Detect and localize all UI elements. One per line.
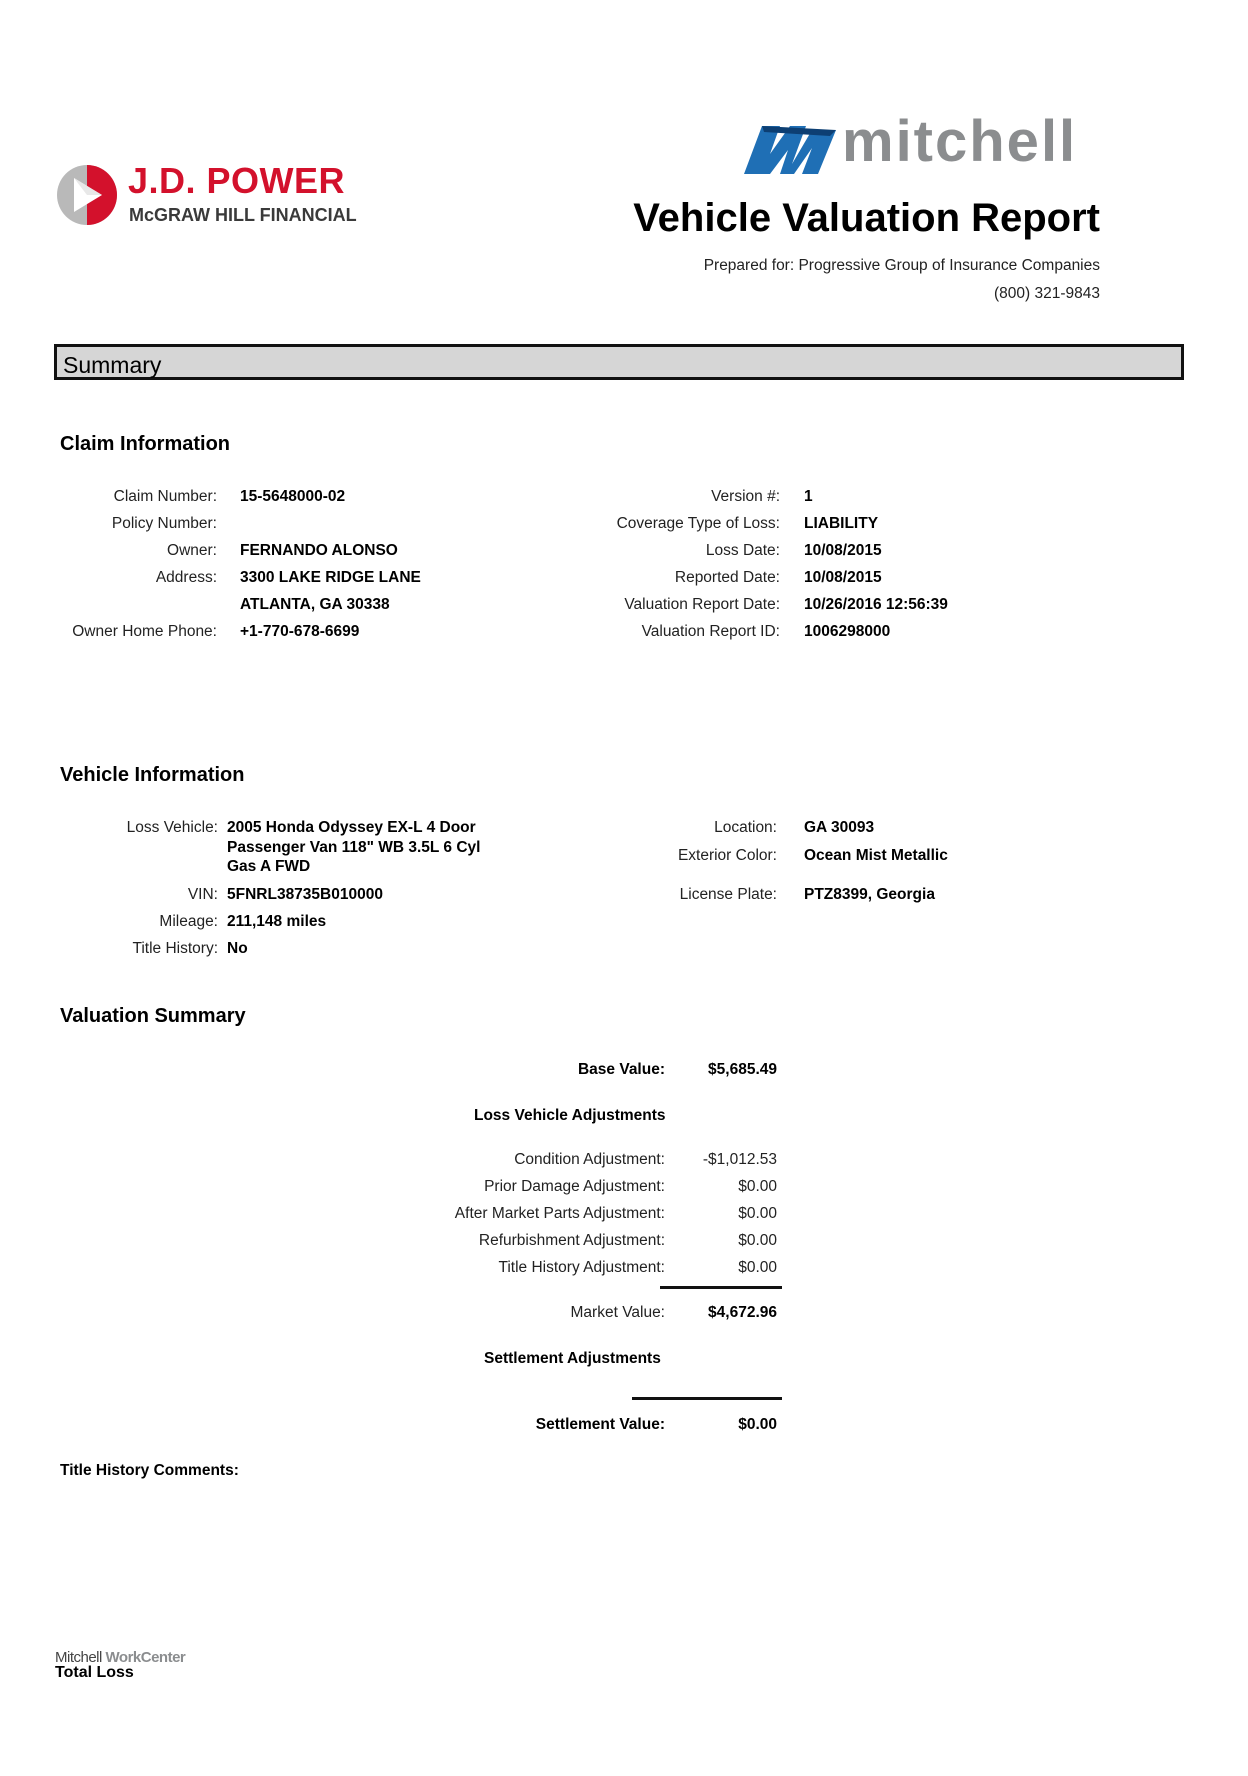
prepared-for-phone: (800) 321-9843 <box>994 285 1100 302</box>
owner-phone-label: Owner Home Phone: <box>72 623 217 640</box>
valuation-id-label: Valuation Report ID: <box>641 623 780 640</box>
jd-power-subtitle: McGRAW HILL FINANCIAL <box>129 205 357 225</box>
market-value-amount: $4,672.96 <box>708 1304 777 1321</box>
settlement-value-label: Settlement Value: <box>535 1416 665 1433</box>
valuation-id-value: 1006298000 <box>804 623 891 640</box>
claim-number-value: 15-5648000-02 <box>240 488 346 505</box>
location-value: GA 30093 <box>804 819 875 836</box>
base-value-amount: $5,685.49 <box>708 1061 777 1078</box>
title-history-adjustment-label: Title History Adjustment: <box>498 1259 665 1276</box>
version-label: Version #: <box>711 488 780 505</box>
vin-value: 5FNRL38735B010000 <box>227 886 383 903</box>
report-title: Vehicle Valuation Report <box>633 196 1100 240</box>
summary-title: Summary <box>63 352 162 378</box>
after-market-parts-adjustment-label: After Market Parts Adjustment: <box>454 1205 665 1222</box>
loss-vehicle-adjustments-heading: Loss Vehicle Adjustments <box>474 1107 666 1124</box>
loss-vehicle-line-2: Passenger Van 118" WB 3.5L 6 Cyl <box>227 839 481 856</box>
market-value-label: Market Value: <box>570 1304 665 1321</box>
footer-mitchell-text: Mitchell <box>55 1649 102 1666</box>
loss-date-value: 10/08/2015 <box>804 542 882 559</box>
location-label: Location: <box>714 819 777 836</box>
claim-number-label: Claim Number: <box>113 488 217 505</box>
mileage-value: 211,148 miles <box>227 913 327 930</box>
settlement-value-amount: $0.00 <box>738 1416 777 1433</box>
owner-value: FERNANDO ALONSO <box>240 542 398 559</box>
jd-power-play-icon <box>56 164 118 226</box>
mileage-label: Mileage: <box>159 913 218 930</box>
settlement-value-divider <box>632 1397 782 1400</box>
address-line-2: ATLANTA, GA 30338 <box>240 596 390 613</box>
address-label: Address: <box>155 569 217 586</box>
market-value-divider <box>660 1286 782 1289</box>
mitchell-name: mitchell <box>842 109 1078 174</box>
title-history-value: No <box>227 940 248 957</box>
claim-info-heading: Claim Information <box>60 433 231 455</box>
coverage-type-value: LIABILITY <box>804 515 879 532</box>
after-market-parts-adjustment-value: $0.00 <box>738 1205 777 1222</box>
exterior-color-value: Ocean Mist Metallic <box>804 847 948 864</box>
settlement-adjustments-heading: Settlement Adjustments <box>484 1350 661 1367</box>
valuation-date-value: 10/26/2016 12:56:39 <box>804 596 948 613</box>
license-plate-label: License Plate: <box>679 886 777 903</box>
mitchell-logo <box>740 109 1100 184</box>
condition-adjustment-label: Condition Adjustment: <box>514 1151 665 1168</box>
valuation-summary-heading: Valuation Summary <box>60 1005 246 1027</box>
exterior-color-label: Exterior Color: <box>677 847 777 864</box>
jd-power-logo <box>56 160 356 232</box>
footer-total-loss-text: Total Loss <box>55 1664 134 1681</box>
mitchell-m-icon <box>740 120 840 178</box>
version-value: 1 <box>804 488 813 505</box>
vehicle-info-heading: Vehicle Information <box>60 764 245 786</box>
loss-vehicle-line-1: 2005 Honda Odyssey EX-L 4 Door <box>227 819 476 836</box>
title-history-adjustment-value: $0.00 <box>738 1259 777 1276</box>
prior-damage-adjustment-label: Prior Damage Adjustment: <box>484 1178 665 1195</box>
prepared-for: Prepared for: Progressive Group of Insurance Companies <box>703 257 1100 274</box>
vin-label: VIN: <box>187 886 218 903</box>
owner-label: Owner: <box>167 542 217 559</box>
reported-date-label: Reported Date: <box>674 569 780 586</box>
loss-vehicle-line-3: Gas A FWD <box>227 858 311 875</box>
title-history-label: Title History: <box>132 940 218 957</box>
condition-adjustment-value: -$1,012.53 <box>702 1151 777 1168</box>
coverage-type-label: Coverage Type of Loss: <box>616 515 780 532</box>
license-plate-value: PTZ8399, Georgia <box>804 886 935 903</box>
footer-workcenter-text: WorkCenter <box>105 1649 186 1666</box>
title-history-comments-label: Title History Comments: <box>60 1462 239 1479</box>
reported-date-value: 10/08/2015 <box>804 569 882 586</box>
base-value-label: Base Value: <box>577 1061 665 1078</box>
owner-phone-value: +1-770-678-6699 <box>240 623 360 640</box>
summary-bar <box>54 344 1184 380</box>
mitchell-workcenter-logo <box>55 1649 255 1689</box>
loss-date-label: Loss Date: <box>705 542 780 559</box>
policy-number-label: Policy Number: <box>111 515 217 532</box>
refurbishment-adjustment-label: Refurbishment Adjustment: <box>478 1232 665 1249</box>
jd-power-name: J.D. POWER <box>128 160 346 201</box>
address-line-1: 3300 LAKE RIDGE LANE <box>240 569 421 586</box>
refurbishment-adjustment-value: $0.00 <box>738 1232 777 1249</box>
loss-vehicle-label: Loss Vehicle: <box>126 819 218 836</box>
valuation-date-label: Valuation Report Date: <box>624 596 780 613</box>
prior-damage-adjustment-value: $0.00 <box>738 1178 777 1195</box>
